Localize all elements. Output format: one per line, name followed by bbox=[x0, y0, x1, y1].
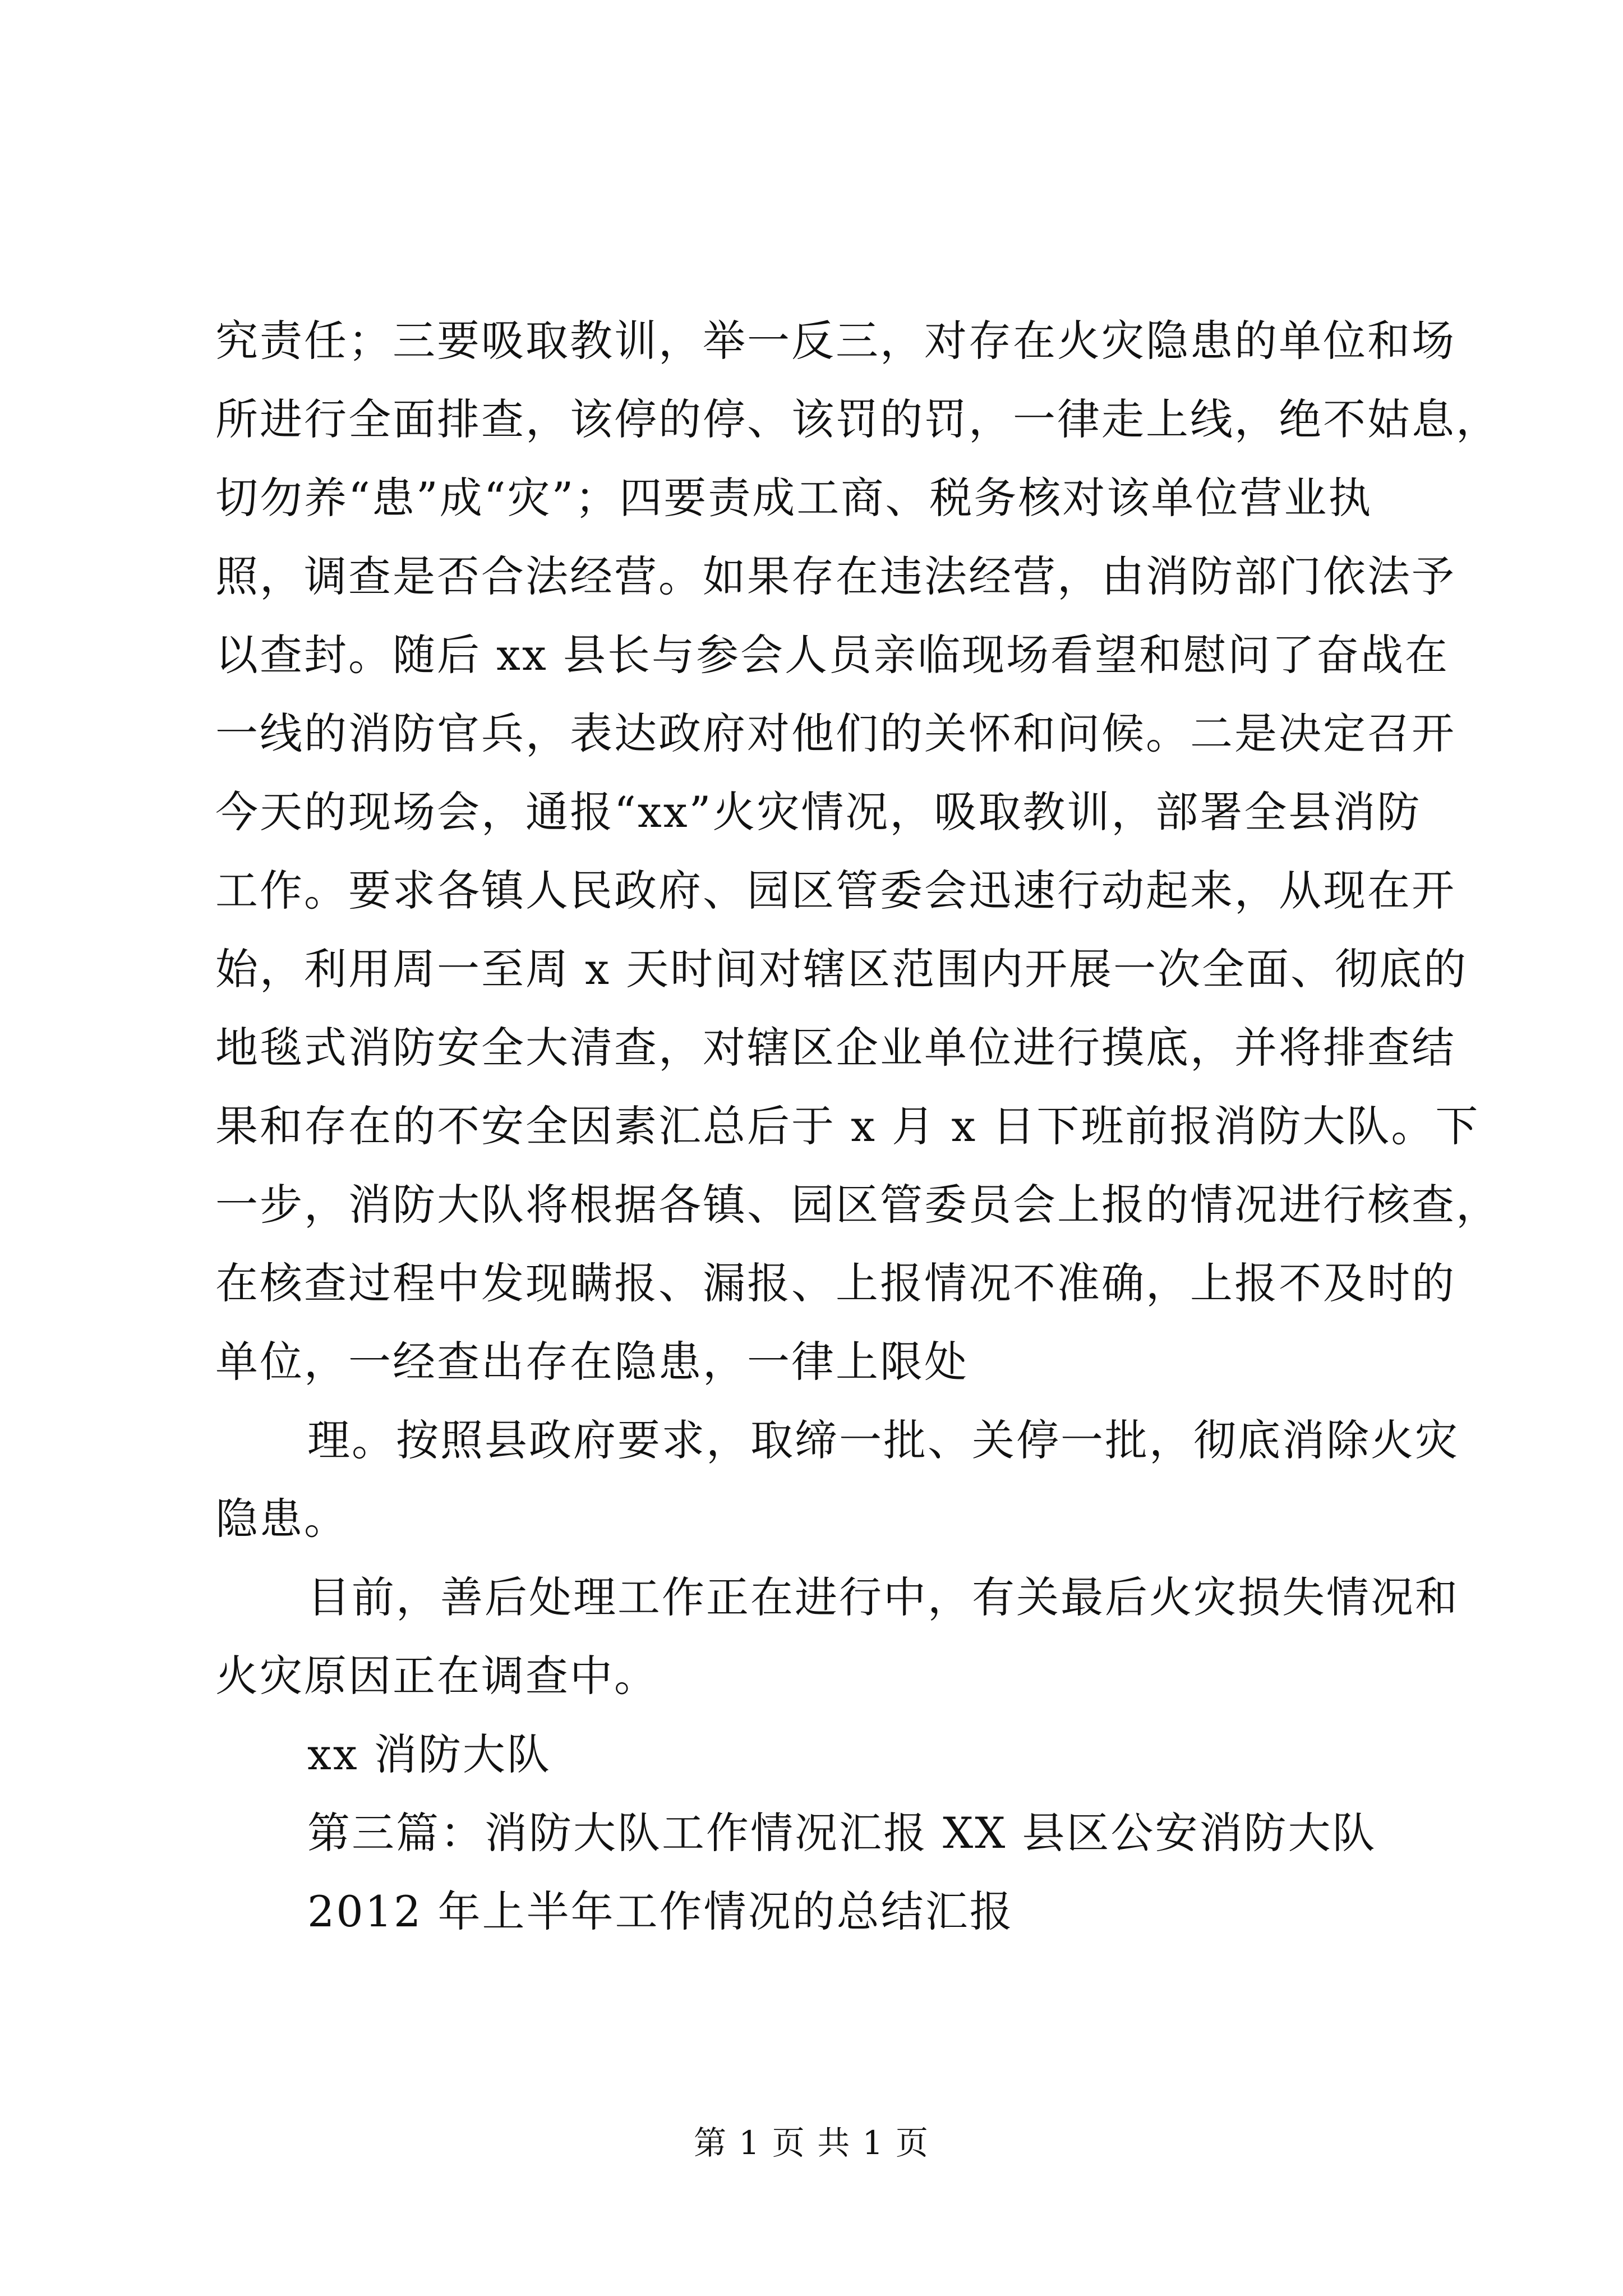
page-number-label: 第 1 页 共 1 页 bbox=[694, 2124, 929, 2162]
text-line: 一步，消防大队将根据各镇、园区管委员会上报的情况进行核查， bbox=[215, 1180, 1500, 1230]
text-line: 理。按照县政府要求，取缔一批、关停一批，彻底消除火灾 bbox=[307, 1415, 1459, 1465]
text-line: 工作。要求各镇人民政府、园区管委会迅速行动起来，从现在开 bbox=[215, 866, 1456, 915]
signature-line bbox=[215, 1715, 1420, 1794]
text-line: 始，利用周一至周 x 天时间对辖区范围内开展一次全面、彻底的 bbox=[215, 944, 1468, 994]
text-line: 究责任；三要吸取教训，举一反三，对存在火灾隐患的单位和场 bbox=[215, 316, 1456, 366]
text-line: 照，调查是否合法经营。如果存在违法经营，由消防部门依法予 bbox=[215, 551, 1456, 601]
paragraph-2 bbox=[215, 1401, 1459, 1558]
heading-line-1: 第三篇：消防大队工作情况汇报 XX 县区公安消防大队 bbox=[307, 1808, 1377, 1858]
text-line: 切勿养“患”成“灾”；四要责成工商、税务核对该单位营业执 bbox=[215, 473, 1373, 523]
heading-line-2: 2012 年上半年工作情况的总结汇报 bbox=[307, 1887, 1014, 1936]
text-line: 火灾原因正在调查中。 bbox=[215, 1651, 658, 1701]
text-line: 所进行全面排查，该停的停、该罚的罚，一律走上线，绝不姑息， bbox=[215, 394, 1500, 444]
text-line: 在核查过程中发现瞒报、漏报、上报情况不准确，上报不及时的 bbox=[215, 1258, 1456, 1308]
text-line: 目前，善后处理工作正在进行中，有关最后火灾损失情况和 bbox=[307, 1572, 1459, 1622]
text-line: 以查封。随后 xx 县长与参会人员亲临现场看望和慰问了奋战在 bbox=[215, 630, 1450, 680]
text-line: 一线的消防官兵，表达政府对他们的关怀和问候。二是决定召开 bbox=[215, 708, 1456, 758]
paragraph-3 bbox=[215, 1558, 1459, 1715]
text-line: 隐患。 bbox=[215, 1494, 348, 1544]
paragraph-1 bbox=[215, 302, 1500, 1401]
text-line: 单位，一经查出存在隐患，一律上限处 bbox=[215, 1337, 969, 1387]
signature-text: xx 消防大队 bbox=[307, 1729, 551, 1779]
section-heading bbox=[215, 1794, 1420, 1951]
text-line: 今天的现场会，通报“xx”火灾情况，吸取教训，部署全县消防 bbox=[215, 787, 1422, 837]
page-footer bbox=[0, 2120, 1623, 2165]
text-line: 果和存在的不安全因素汇总后于 x 月 x 日下班前报消防大队。下 bbox=[215, 1101, 1480, 1151]
text-line: 地毯式消防安全大清查，对辖区企业单位进行摸底，并将排查结 bbox=[215, 1023, 1456, 1073]
document-body bbox=[215, 302, 1500, 1951]
